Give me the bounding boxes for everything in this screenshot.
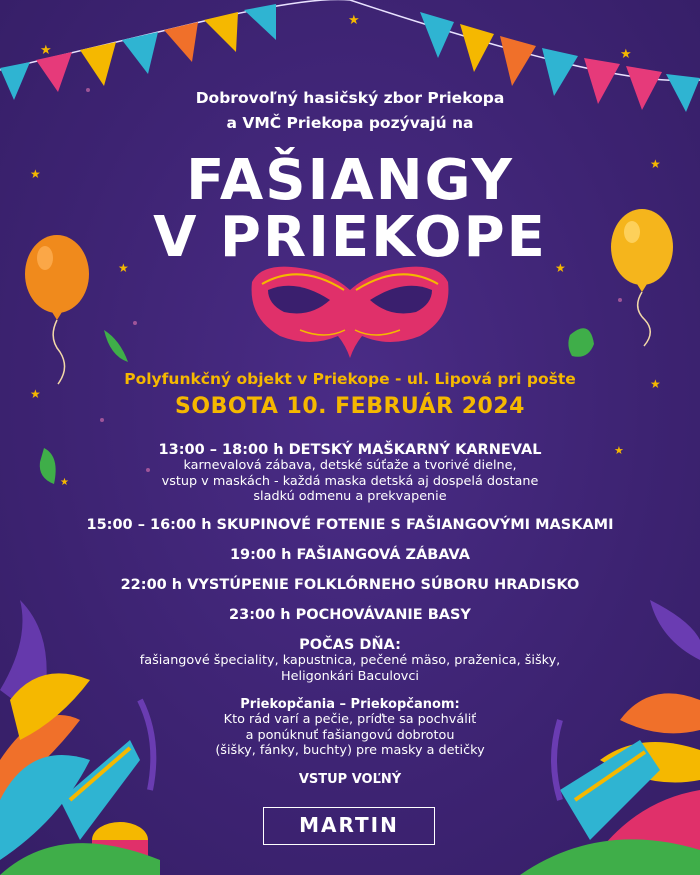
event-1-title: 13:00 – 18:00 h DETSKÝ MAŠKARNÝ KARNEVAL bbox=[158, 442, 542, 458]
invite-section bbox=[0, 697, 700, 759]
leaf-icon bbox=[568, 328, 594, 357]
star-icon: ★ bbox=[118, 261, 129, 275]
title-line-1: FAŠIANGY bbox=[186, 148, 514, 213]
invite-line-3: (šišky, fánky, buchty) pre masky a detičky bbox=[215, 743, 485, 758]
during-day-line-2: Heligonkári Baculovci bbox=[281, 668, 419, 684]
event-1-desc-2: vstup v maskách - každá maska detská aj dospelá dostane bbox=[161, 473, 539, 489]
during-day-heading: POČAS DŇA: bbox=[299, 637, 401, 653]
star-icon: ★ bbox=[30, 167, 41, 181]
entry-free: VSTUP VOĽNÝ bbox=[298, 772, 402, 787]
event-date: SOBOTA 10. FEBRUÁR 2024 bbox=[175, 394, 525, 419]
carnival-mask-icon bbox=[252, 267, 449, 358]
leaf-icon bbox=[104, 330, 128, 362]
event-3-title: 19:00 h FAŠIANGOVÁ ZÁBAVA bbox=[229, 547, 471, 563]
martin-logo: MARTIN bbox=[263, 807, 435, 845]
star-icon: ★ bbox=[650, 377, 661, 391]
star-icon: ★ bbox=[614, 444, 624, 457]
event-1-desc-1: karnevalová zábava, detské súťaže a tvorivé dielne, bbox=[183, 458, 517, 473]
event-2-title: 15:00 – 16:00 h SKUPINOVÉ FOTENIE S FAŠIANGOVÝMI MASKAMI bbox=[86, 517, 614, 533]
star-icon: ★ bbox=[555, 261, 566, 275]
star-icon: ★ bbox=[40, 43, 52, 58]
during-day bbox=[0, 637, 700, 684]
event-1-desc-3: sladkú odmenu a prekvapenie bbox=[253, 489, 447, 504]
organizers-line-2: a VMČ Priekopa pozývajú na bbox=[226, 114, 474, 132]
event-4-title: 22:00 h VYSTÚPENIE FOLKLÓRNEHO SÚBORU HRADISKO bbox=[120, 577, 580, 593]
star-icon: ★ bbox=[348, 13, 360, 28]
star-icon: ★ bbox=[650, 157, 661, 171]
organizers-line-1: Dobrovoľný hasičský zbor Priekopa bbox=[195, 89, 505, 107]
event-5-title: 23:00 h POCHOVÁVANIE BASY bbox=[229, 607, 471, 623]
star-icon: ★ bbox=[30, 387, 41, 401]
invite-line-1: Kto rád varí a pečie, príďte sa pochváliť bbox=[223, 712, 477, 727]
star-icon: ★ bbox=[60, 477, 69, 488]
star-icon: ★ bbox=[620, 47, 632, 62]
invite-heading: Priekopčania – Priekopčanom: bbox=[240, 697, 460, 712]
event-1 bbox=[0, 442, 700, 505]
invite-line-2: a ponúknuť fašiangovú dobrotou bbox=[245, 727, 455, 743]
organizers bbox=[0, 86, 700, 136]
title-line-2: V PRIEKOPE bbox=[153, 205, 547, 270]
during-day-line-1: fašiangové špeciality, kapustnica, pečené mäso, praženica, šišky, bbox=[139, 653, 561, 668]
venue: Polyfunkčný objekt v Priekope - ul. Lipová pri pošte bbox=[124, 370, 576, 388]
